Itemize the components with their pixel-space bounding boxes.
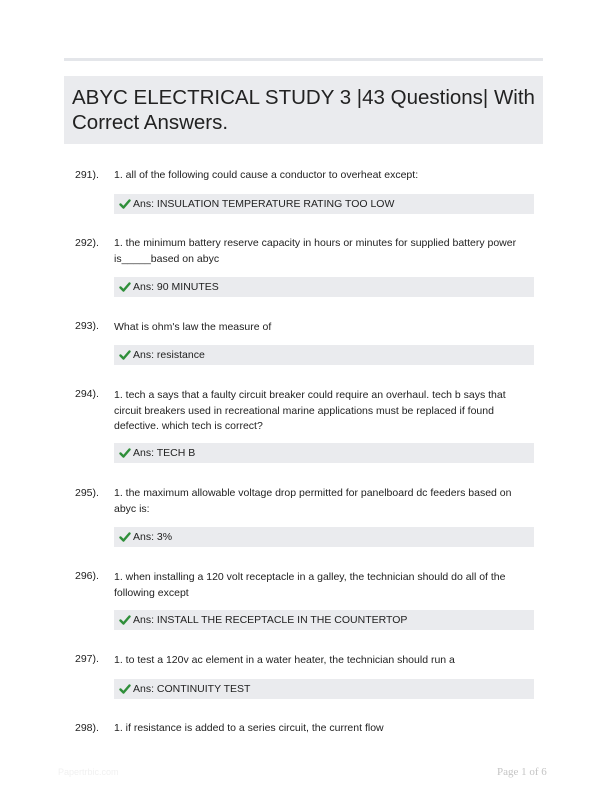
answer-box <box>114 443 534 463</box>
answer-text: Ans: 3% <box>133 531 173 543</box>
answer-text: Ans: TECH B <box>133 447 196 459</box>
question-number: 298). <box>75 722 99 734</box>
question-text: 1. the maximum allowable voltage drop permitted for panelboard dc feeders based on abyc is: <box>114 487 512 515</box>
question-text: 1. all of the following could cause a conductor to overheat except: <box>114 169 419 181</box>
question-number: 291). <box>75 169 99 181</box>
check-icon <box>119 683 131 695</box>
page-indicator: Page 1 of 6 <box>497 766 547 778</box>
question-number: 292). <box>75 237 99 249</box>
title-banner <box>64 76 543 144</box>
answer-box <box>114 610 534 630</box>
answer-text: Ans: INSULATION TEMPERATURE RATING TOO LOW <box>133 198 395 210</box>
top-divider <box>64 58 543 61</box>
check-icon <box>119 614 131 626</box>
question-number: 293). <box>75 320 99 332</box>
answer-box <box>114 345 534 365</box>
check-icon <box>119 198 131 210</box>
answer-box <box>114 527 534 547</box>
question-number: 297). <box>75 653 99 665</box>
check-icon <box>119 281 131 293</box>
footer-watermark: Papertrbic.com <box>58 767 119 777</box>
question-text: 1. tech a says that a faulty circuit breaker could require an overhaul. tech b says that circuit breakers used in recreational marine applications must be replaced if found defective. which tech is correct? <box>114 389 506 432</box>
answer-text: Ans: CONTINUITY TEST <box>133 683 251 695</box>
answer-box <box>114 277 534 297</box>
question-text: What is ohm's law the measure of <box>114 321 272 333</box>
question-text: 1. if resistance is added to a series circuit, the current flow <box>114 722 384 734</box>
question-text: 1. when installing a 120 volt receptacle in a galley, the technician should do all of the following except <box>114 571 506 599</box>
question-text: 1. the minimum battery reserve capacity in hours or minutes for supplied battery power is_____based on abyc <box>114 237 517 265</box>
answer-box <box>114 679 534 699</box>
check-icon <box>119 531 131 543</box>
check-icon <box>119 349 131 361</box>
document-title: ABYC ELECTRICAL STUDY 3 |43 Questions| With Correct Answers. <box>72 86 535 134</box>
question-number: 294). <box>75 388 99 400</box>
answer-text: Ans: resistance <box>133 349 205 361</box>
question-text: 1. to test a 120v ac element in a water heater, the technician should run a <box>114 654 455 666</box>
check-icon <box>119 447 131 459</box>
question-number: 296). <box>75 570 99 582</box>
answer-box <box>114 194 534 214</box>
answer-text: Ans: INSTALL THE RECEPTACLE IN THE COUNTERTOP <box>133 614 408 626</box>
answer-text: Ans: 90 MINUTES <box>133 281 219 293</box>
question-number: 295). <box>75 487 99 499</box>
